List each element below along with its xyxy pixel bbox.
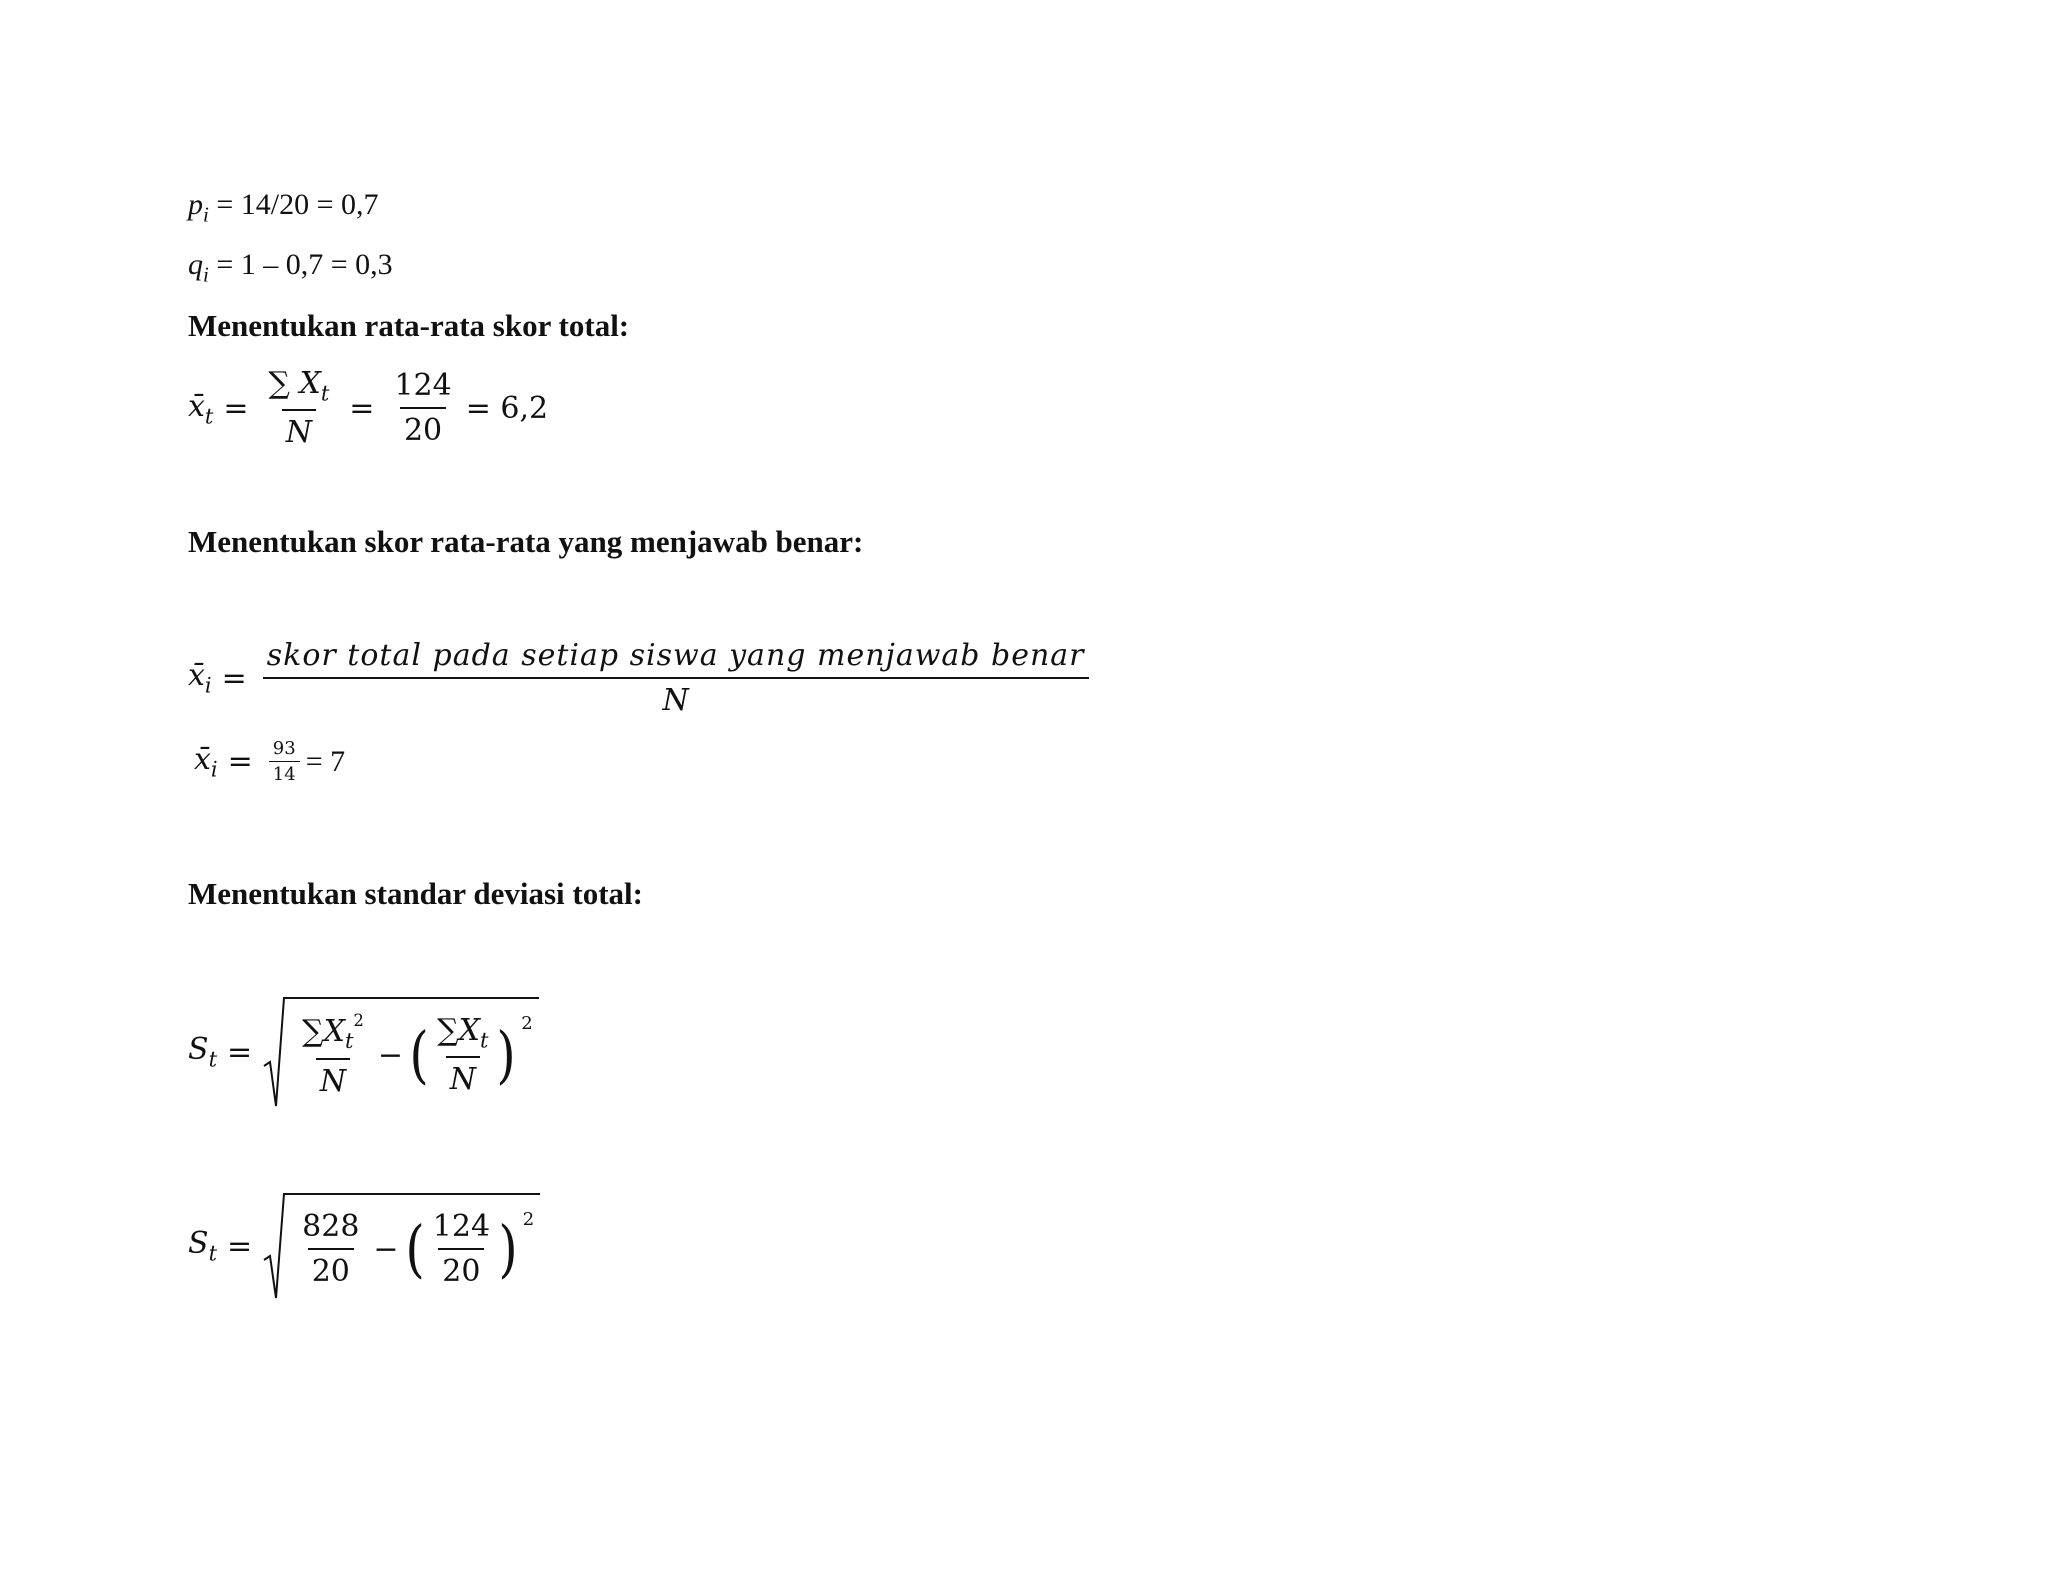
heading-mean-total: Menentukan rata-rata skor total: <box>188 308 630 343</box>
equation-std-formula <box>188 996 539 1108</box>
equation-mean-total <box>188 366 548 450</box>
fraction-93-14: $\frac{93}{14}$ <box>269 738 300 785</box>
equals-sign: = <box>349 390 375 426</box>
fraction-sum-sq-over-n: $\frac{\sum X_t^2}{N}$ <box>302 1011 364 1099</box>
xbar-i: $x̄_i$ <box>188 658 212 698</box>
fraction-828-20: $\frac{828}{20}$ <box>302 1209 360 1289</box>
s-t: $S_t$ <box>188 1226 218 1266</box>
radical-sign-icon <box>262 1192 286 1300</box>
parenthesized-mean: ( $\frac{\sum X_t}{N}$ ) 2 <box>409 1012 533 1098</box>
xbar-i: $x̄_i$ <box>194 741 218 782</box>
square-root <box>262 996 539 1108</box>
equation-mean-correct-value <box>194 738 345 785</box>
equation-mean-correct <box>188 638 1095 718</box>
fraction-sum-over-n: $\frac{\sum X_t}{N}$ <box>268 366 330 451</box>
parenthesized-fraction: ( $\frac{124}{20}$ ) 2 <box>404 1209 535 1289</box>
p-sub: i <box>203 202 209 227</box>
equals-sign: = <box>221 660 247 696</box>
q-line <box>188 248 393 287</box>
equals-sign: = <box>223 390 249 426</box>
equals-sign: = <box>227 1228 253 1264</box>
equals-sign: = <box>227 1034 253 1070</box>
fraction-124-20: $\frac{124}{20}$ <box>394 368 452 449</box>
minus-sign: − <box>373 1231 399 1267</box>
heading-std-dev: Menentukan standar deviasi total: <box>188 876 643 911</box>
p-line <box>188 188 379 227</box>
p-var: p <box>188 188 203 221</box>
square-root <box>262 1192 540 1300</box>
fraction-word-formula: $\frac{\text{skor total pada setiap siswa yang menjawab benar}}{N}$ <box>263 638 1089 718</box>
q-var: q <box>188 248 203 281</box>
heading-mean-correct: Menentukan skor rata-rata yang menjawab benar: <box>188 524 864 559</box>
equation-std-values <box>188 1192 540 1300</box>
result-mean-total: = 6,2 <box>465 390 549 426</box>
p-rhs: = 14/20 = 0,7 <box>216 188 379 221</box>
equals-sign: = <box>227 744 253 779</box>
radical-sign-icon <box>262 996 286 1108</box>
minus-sign: − <box>377 1037 404 1073</box>
result-mean-correct: = 7 <box>305 744 346 778</box>
q-sub: i <box>203 262 209 287</box>
q-rhs: = 1 – 0,7 = 0,3 <box>216 248 393 281</box>
xbar-t: $x̄_t$ <box>188 388 214 428</box>
s-t: $S_t$ <box>188 1032 218 1072</box>
